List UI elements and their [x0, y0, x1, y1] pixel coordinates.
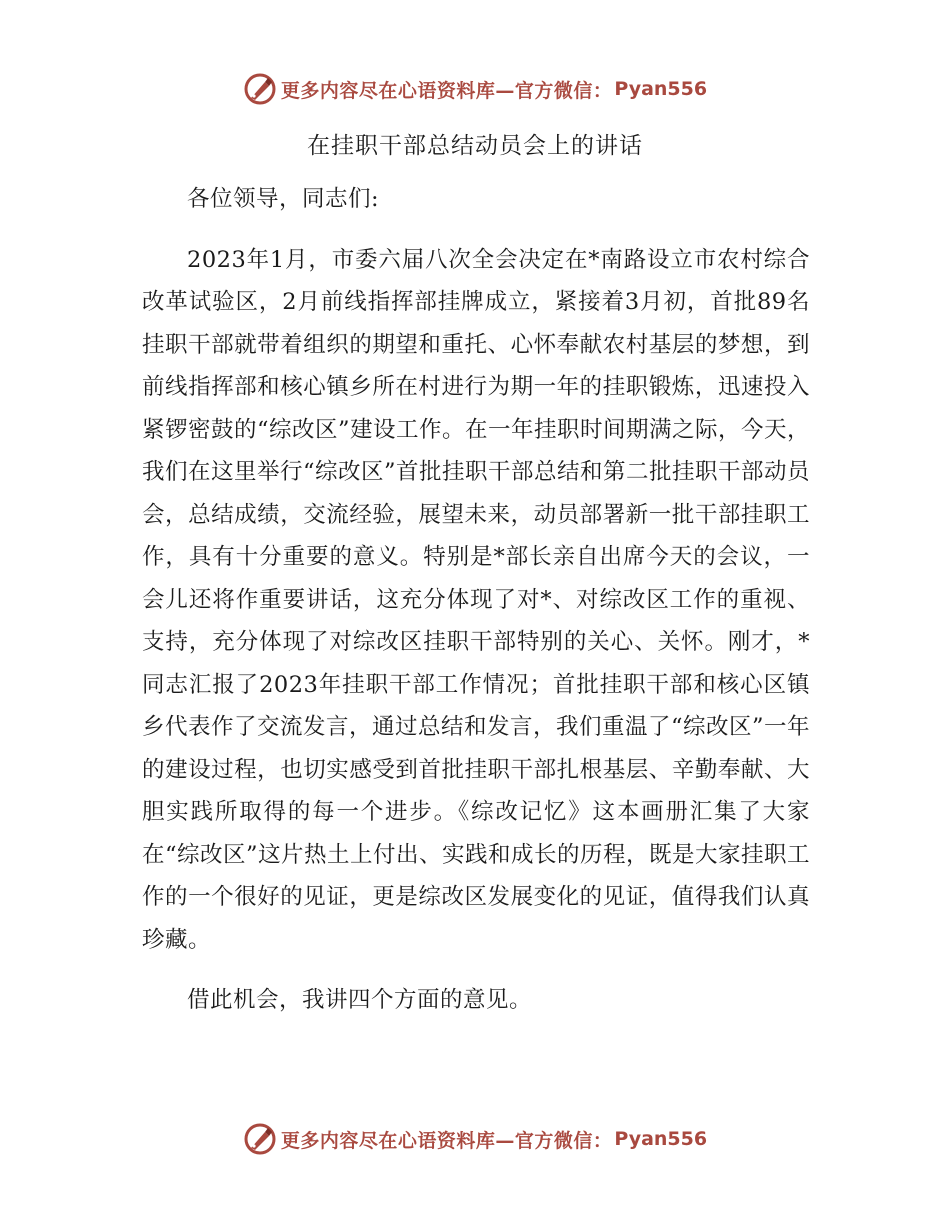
- pen-logo-icon: [243, 72, 277, 106]
- banner-text: 更多内容尽在心语资料库—官方微信：: [280, 79, 613, 102]
- footer-watermark-banner: [0, 1122, 950, 1156]
- salutation: 各位领导，同志们:: [187, 186, 380, 212]
- closing-sentence: 借此机会，我讲四个方面的意见。: [187, 987, 533, 1013]
- banner-wechat-id: Pyan556: [614, 78, 708, 100]
- document-body: [142, 178, 810, 1022]
- document-title: 在挂职干部总结动员会上的讲话: [307, 133, 643, 159]
- body-paragraph: 2023年1月，市委六届八次全会决定在*南路设立市农村综合改革试验区，2月前线指挥部挂牌成立，紧接着3月初，首批89名挂职干部就带着组织的期望和重托、心怀奉献农村基层的梦想，到前线指挥部和核心镇乡所在村进行为期一年的挂职锻炼，迅速投入紧锣密鼓的“综改区”建设工作。在一年挂职时间期满之际，今天，我们在这里举行“综改区”首批挂职干部总结和第二批挂职干部动员会，总结成绩，交流经验，展望未来，动员部署新一批干部挂职工作，具有十分重要的意义。特别是*部长亲自出席今天的会议，一会儿还将作重要讲话，这充分体现了对*、对综改区工作的重视、支持，充分体现了对综改区挂职干部特别的关心、关怀。刚才，*同志汇报了2023年挂职干部工作情况；首批挂职干部和核心区镇乡代表作了交流发言，通过总结和发言，我们重温了“综改区”一年的建设过程，也切实感受到首批挂职干部扎根基层、辛勤奉献、大胆实践所取得的每一个进步。《综改记忆》这本画册汇集了大家在“综改区”这片热土上付出、实践和成长的历程，既是大家挂职工作的一个很好的见证，更是综改区发展变化的见证，值得我们认真珍藏。: [142, 246, 811, 953]
- pen-logo-icon: [243, 1122, 277, 1156]
- banner-text: 更多内容尽在心语资料库—官方微信：: [280, 1129, 613, 1152]
- banner-wechat-id: Pyan556: [614, 1128, 708, 1150]
- header-watermark-banner: [0, 72, 950, 106]
